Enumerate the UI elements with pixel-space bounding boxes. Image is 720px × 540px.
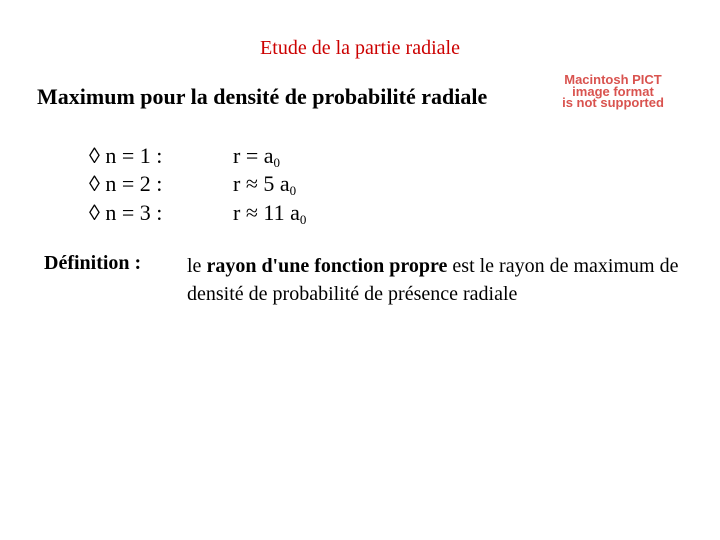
page-title: Etude de la partie radiale (260, 37, 460, 59)
row-n1-label: ◊ n = 1 : (89, 143, 163, 168)
row-n2-value-main: r ≈ 5 a (233, 171, 290, 196)
row-n1-value-sub: 0 (273, 155, 280, 170)
row-n1-value (233, 143, 280, 171)
row-n2-label: ◊ n = 2 : (89, 171, 163, 196)
definition-label: Définition : (44, 252, 142, 274)
pict-line-3: is not supported (562, 95, 664, 110)
row-n1-value-main: r = a (233, 143, 274, 168)
definition-suffix: est le rayon de maximum de densité de probabilité de présence radiale (187, 255, 679, 305)
row-n3-label: ◊ n = 3 : (89, 200, 163, 225)
definition-prefix: le (187, 255, 202, 277)
definition-text (187, 252, 720, 308)
row-n2-value (233, 171, 296, 199)
row-n2-value-sub: 0 (289, 183, 297, 198)
definition-bold-term: rayon d'une fonction propre (206, 255, 448, 277)
row-n3-value-main: r ≈ 11 a (233, 200, 300, 225)
pict-line-1: Macintosh PICT (564, 72, 662, 87)
pict-line-2: image format (572, 83, 654, 99)
row-n3-value (233, 200, 306, 228)
row-n3-value-sub: 0 (299, 212, 307, 227)
unsupported-image-placeholder (538, 74, 688, 114)
subtitle: Maximum pour la densité de probabilité radiale (37, 84, 488, 109)
